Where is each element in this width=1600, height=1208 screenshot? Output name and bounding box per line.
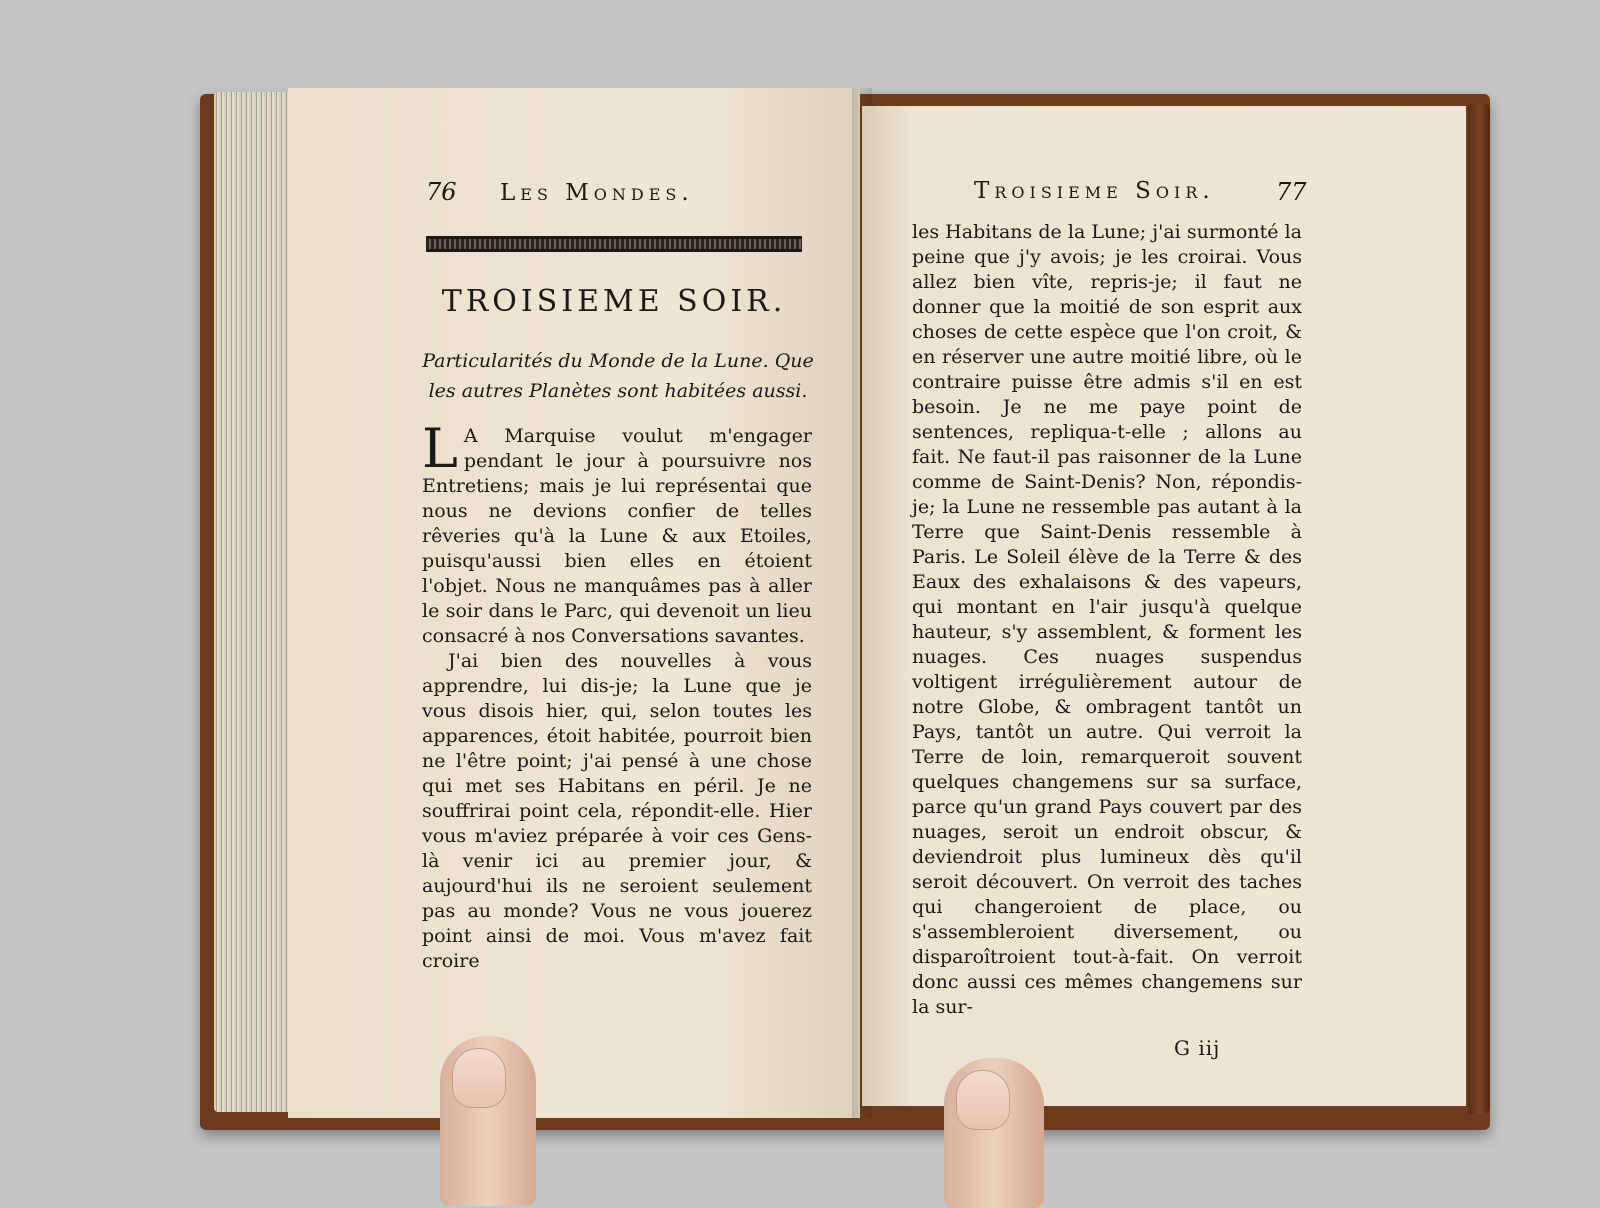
drop-cap: L [422,417,458,480]
left-thumb [440,1036,536,1206]
running-head-right: Troisieme Soir. [974,178,1215,204]
cover-edge [1468,104,1490,1114]
thumbnail-nail [956,1070,1010,1130]
right-page [862,106,1466,1106]
right-body-text [912,220,1302,1020]
page-number-left: 76 [426,178,457,206]
running-head-left: Les Mondes. [500,180,694,206]
signature-mark: G iij [1174,1036,1221,1060]
page-number-right: 77 [1276,178,1307,206]
page-edges [214,92,294,1112]
left-page [288,88,860,1118]
thumbnail-nail [452,1048,506,1108]
right-paragraph: les Habitans de la Lune; j'ai surmonté la peine que j'y avois; je les croirai. Vous allez bien vîte, repris-je; il faut ne donner que la moitié de son esprit aux choses de cette espèce que l'on croit, & en réserver une autre moitié libre, où le contraire puisse être admis s'il en est besoin. Je ne me paye point de sentences, repliqua-t-elle ; allons au fait. Ne faut-il pas raisonner de la Lune comme de Saint-Denis? Non, répondis-je; la Lune ne ressemble pas autant à la Terre que Saint-Denis ressemble à Paris. Le Soleil élève de la Terre & des Eaux des exhalaisons & des vapeurs, qui montant en l'air jusqu'à quelque hauteur, s'y assemblent, & forment les nuages. Ces nuages suspendus voltigent irrégulièrement autour de notre Globe, & ombragent tantôt un Pays, tantôt un autre. Qui verroit la Terre de loin, remarqueroit souvent quelques changemens sur sa surface, parce qu'un grand Pays couvert par des nuages, seroit un endroit obscur, & deviendroit plus lumineux dès qu'il seroit découvert. On verroit des taches qui changeroient de place, ou s'assembleroient diversement, ou disparoîtroient tout-à-fait. On verroit donc aussi ces mêmes changemens sur la sur- [912,221,1302,1018]
summary-line: les autres Planètes sont habitées aussi. [428,380,808,402]
left-body-text [422,417,812,974]
open-book [200,88,1490,1133]
ornamental-rule [426,236,802,252]
paragraph-2: J'ai bien des nouvelles à vous apprendre, lui dis-je; la Lune que je vous disois hier, qui, selon toutes les apparences, étoit habitée, pourroit bien ne l'être point; j'ai pensé à une chose qui met ses Habitans en péril. Je ne souffrirai point cela, répondit-elle. Hier vous m'aviez préparée à voir ces Gens-là venir ici au premier jour, & aujourd'hui ils ne seroient seulement pas au monde? Vous ne vous jouerez point ainsi de moi. Vous m'avez fait croire [422,650,812,972]
right-thumb [944,1058,1044,1208]
chapter-title: TROISIEME SOIR. [441,284,787,319]
paragraph-1: A Marquise voulut m'engager pendant le jour à poursuivre nos Entretiens; mais je lui représentai que nous ne devions confier de telles rêveries qu'à la Lune & aux Etoiles, puisqu'aussi bien elles en étoient l'objet. Nous ne manquâmes pas à aller le soir dans le Parc, qui devenoit un lieu consacré à nos Conversations savantes. [422,425,812,647]
chapter-summary [422,346,814,406]
summary-line: Particularités du Monde de la Lune. Que [422,350,814,372]
